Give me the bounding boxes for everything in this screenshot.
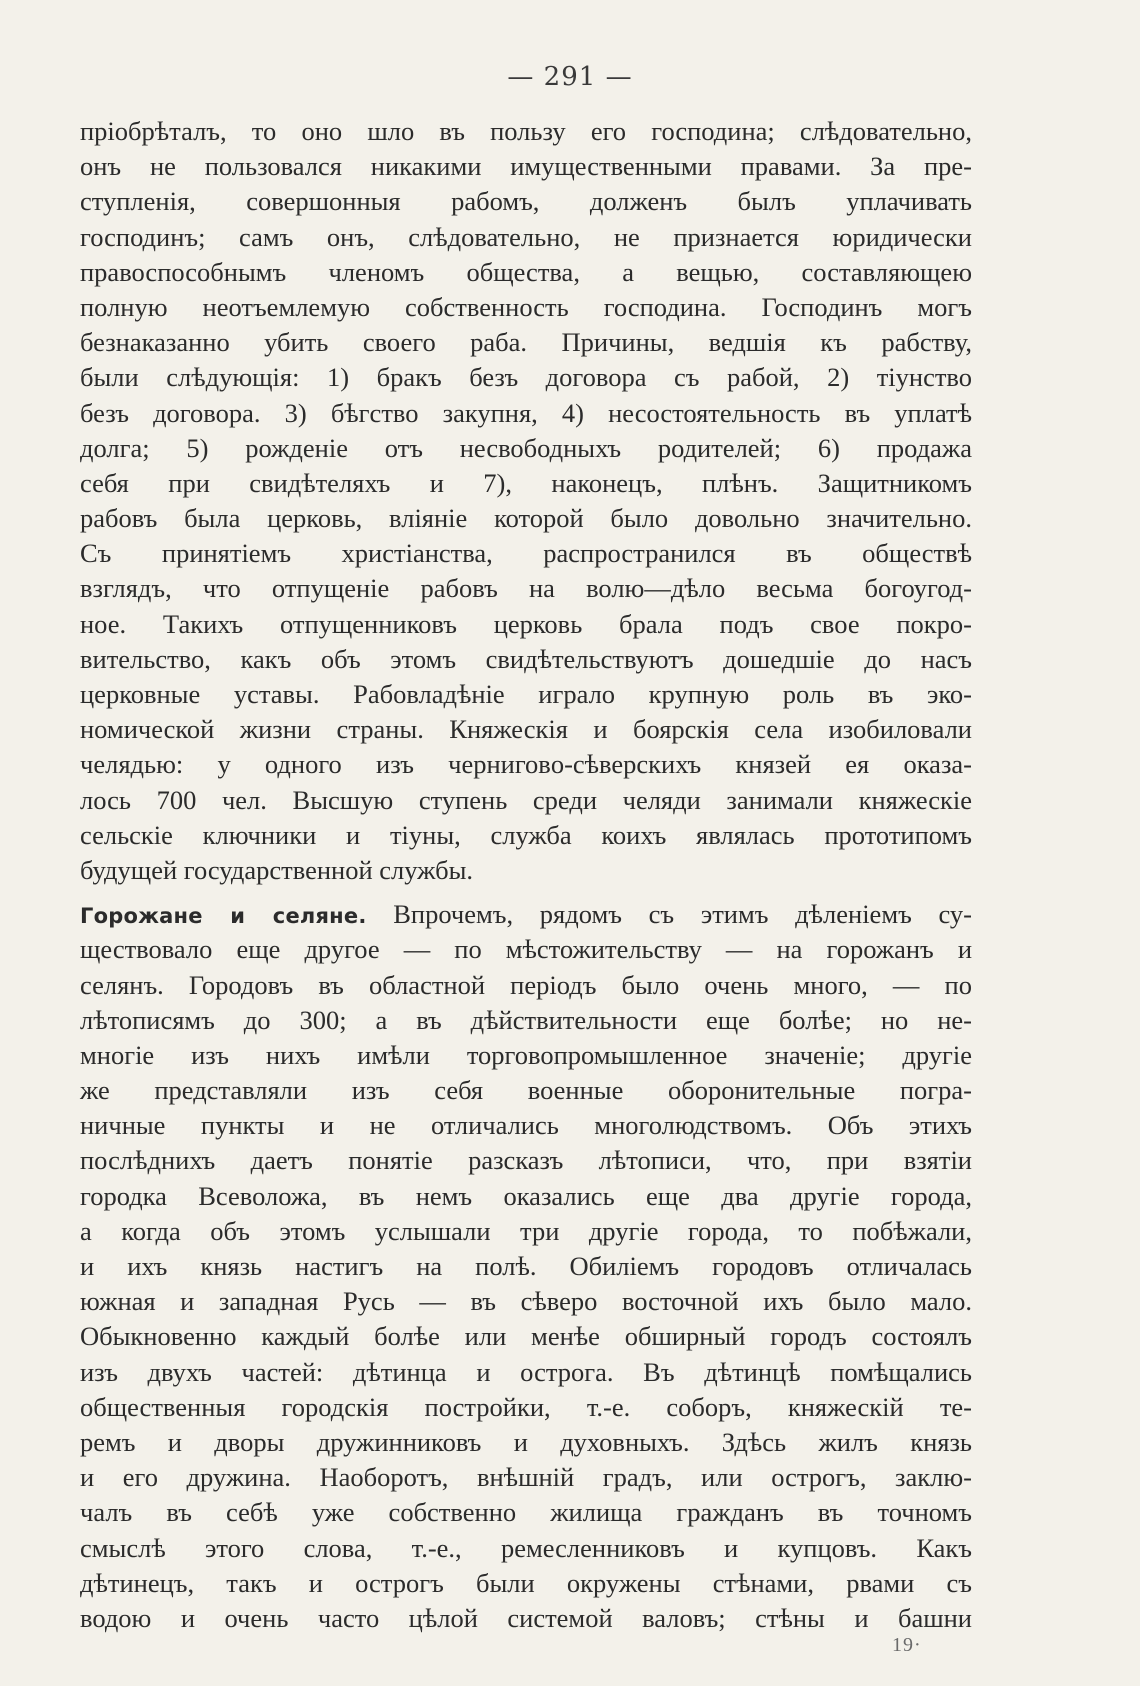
text-line: смыслѣ этого слова, т.-е., ремесленниковъ и купцовъ. Какъ (80, 1532, 972, 1563)
text-line: послѣднихъ даетъ понятіе разсказъ лѣтописи, что, при взятіи (80, 1145, 972, 1176)
text-line: селянъ. Городовъ въ областной періодъ было очень много, — по (80, 969, 972, 1000)
section-heading: Горожане и селяне. (80, 904, 367, 929)
text-line: водою и очень часто цѣлой системой валовъ; стѣны и башни (80, 1602, 972, 1633)
text-line: городка Всеволожа, въ немъ оказались еще два другіе города, (80, 1180, 972, 1211)
text-line: себя при свидѣтеляхъ и 7), наконецъ, плѣнъ. Защитникомъ (80, 467, 972, 498)
text-line: взглядъ, что отпущеніе рабовъ на волю—дѣло весьма богоугод- (80, 573, 972, 604)
text-line: ступленія, совершонныя рабомъ, долженъ былъ уплачивать (80, 186, 972, 217)
text-line: многіе изъ нихъ имѣли торговопромышленное значеніе; другіе (80, 1039, 972, 1070)
text-line: дѣтинецъ, такъ и острогъ были окружены стѣнами, рвами съ (80, 1567, 972, 1598)
text-line: полную неотъемлемую собственность господина. Господинъ могъ (80, 291, 972, 322)
text-line: ное. Такихъ отпущенниковъ церковь брала подъ свое покро- (80, 608, 972, 639)
text-line: и ихъ князь настигъ на полѣ. Обиліемъ городовъ отличалась (80, 1251, 972, 1281)
text-line: челядью: у одного изъ черниговo-сѣверскихъ князей ея оказа- (80, 749, 972, 780)
text-line: Обыкновенно каждый болѣе или менѣе обширный городъ состоялъ (80, 1321, 972, 1352)
first-line-text: Впрочемъ, рядомъ съ этимъ дѣленіемъ су- (366, 899, 972, 930)
text-line: и его дружина. Наоборотъ, внѣшній градъ, или острогъ, заклю- (80, 1462, 972, 1493)
body-text (80, 114, 972, 1636)
page-number: — 291 — (507, 62, 633, 92)
text-line: ществовало еще другое — по мѣстожительству — на горожанъ и (80, 934, 972, 965)
signature-mark: 19· (892, 1634, 922, 1656)
text-line: сельскіе ключники и тіуны, служба коихъ являлась прототипомъ (80, 819, 972, 850)
paragraph-townsfolk (80, 897, 972, 1636)
paragraph-slavery (80, 114, 972, 888)
text-line: долга; 5) рожденіе отъ несвободныхъ родителей; 6) продажа (80, 432, 972, 463)
paragraph-first-line (80, 897, 972, 932)
text-line: Съ принятіемъ христіанства, распространился въ обществѣ (80, 538, 972, 569)
text-line: были слѣдующія: 1) бракъ безъ договора съ рабой, 2) тіунство (80, 362, 972, 393)
text-line: лѣтописямъ до 300; а въ дѣйствительности еще болѣе; но не- (80, 1004, 972, 1035)
text-line: ничные пункты и не отличались многолюдствомъ. Объ этихъ (80, 1110, 972, 1141)
text-line: ремъ и дворы дружинниковъ и духовныхъ. Здѣсь жилъ князь (80, 1426, 972, 1457)
text-line: а когда объ этомъ услышали три другіе города, то побѣжали, (80, 1215, 972, 1246)
text-line: общественныя городскія постройки, т.-е. соборъ, княжескій те- (80, 1391, 972, 1422)
text-line: онъ не пользовался никакими имущественными правами. За пре- (80, 151, 972, 182)
text-line: лось 700 чел. Высшую ступень среди челяди занимали княжескіе (80, 784, 972, 815)
text-line: церковные уставы. Рабовладѣніе играло крупную роль въ эко- (80, 679, 972, 709)
text-line: пріобрѣталъ, то оно шло въ пользу его господина; слѣдовательно, (80, 116, 972, 146)
text-line: изъ двухъ частей: дѣтинца и острога. Въ дѣтинцѣ помѣщались (80, 1356, 972, 1387)
text-line: номической жизни страны. Княжескія и боярскія села изобиловали (80, 714, 972, 745)
text-line: же представляли изъ себя военные оборонительные погра- (80, 1075, 972, 1106)
text-line: чалъ въ себѣ уже собственно жилища гражданъ въ точномъ (80, 1497, 972, 1528)
text-line: правоспособнымъ членомъ общества, а вещью, составляющею (80, 256, 972, 287)
text-line: южная и западная Русь — въ сѣверо восточной ихъ было мало. (80, 1286, 972, 1317)
text-line: будущей государственной службы. (80, 854, 474, 885)
text-line: безъ договора. 3) бѣгство закупня, 4) несостоятельность въ уплатѣ (80, 397, 972, 428)
text-line: господинъ; самъ онъ, слѣдовательно, не признается юридически (80, 221, 972, 252)
text-line: безнаказанно убить своего раба. Причины, ведшія къ рабству, (80, 327, 972, 358)
text-line: рабовъ была церковь, вліяніе которой было довольно значительно. (80, 503, 972, 534)
text-line: вительство, какъ объ этомъ свидѣтельствуютъ дошедшіе до насъ (80, 643, 972, 674)
